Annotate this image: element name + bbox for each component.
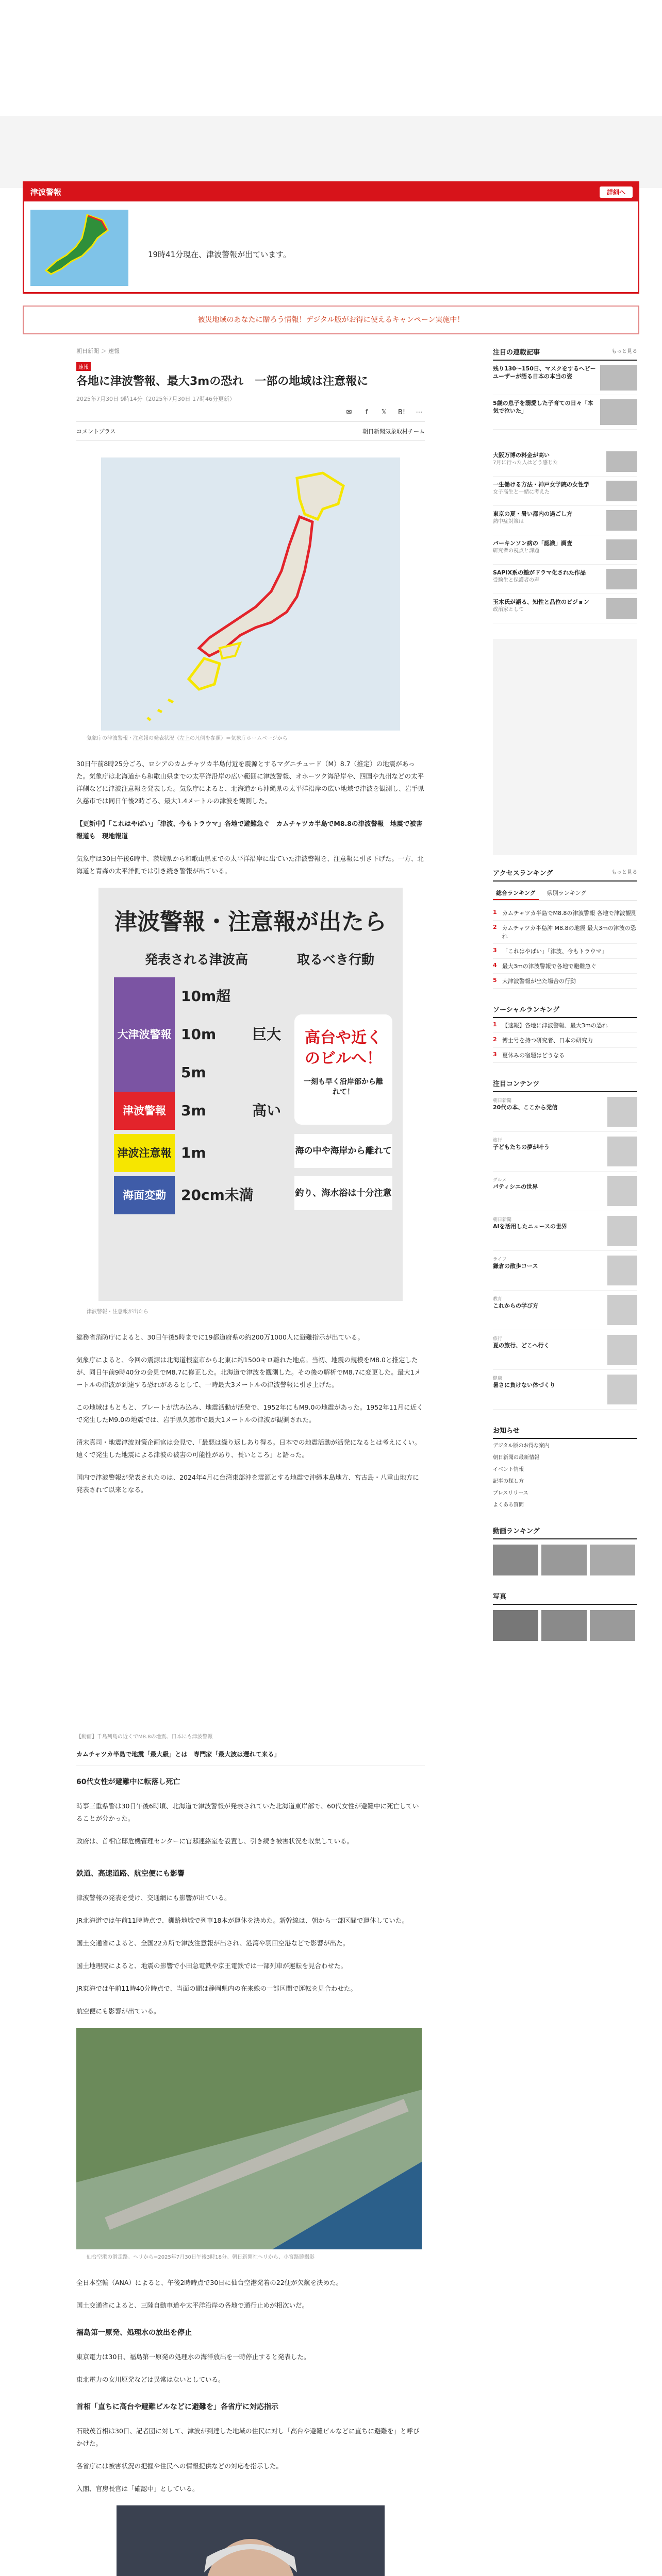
paragraph: 国土地理院によると、地震の影響で小田急電鉄や京王電鉄では一部列車が運転を見合わせた。 (76, 1962, 347, 1970)
news-thumbnail (606, 539, 637, 560)
article-meta: 2025年7月30日 9時14分（2025年7月30日 17時46分更新） (76, 396, 235, 402)
ranking-text: カムチャツカ半島沖 M8.8の地震 最大3mの津波の恐れ (502, 925, 636, 940)
news-sub: 政治家として (493, 607, 524, 613)
news-sub: 女子高生と一緒に考えた (493, 489, 550, 495)
content-thumbnail (607, 1295, 637, 1325)
action-evacuate-box (294, 1014, 392, 1125)
content-title: 鎌倉の散歩コース (493, 1263, 538, 1269)
news-thumbnail (606, 510, 637, 531)
content-item[interactable] (493, 1211, 637, 1251)
paragraph: 時事三重県警は30日午後6時頃、北海道で津波警報が発表されていた北海道東岸部で、60代女性が避難中に死亡していることが分かった。 (76, 1802, 419, 1822)
contents-heading (493, 1078, 637, 1092)
news-item[interactable] (493, 565, 637, 594)
news-title: 大阪万博の料金が高い (493, 452, 550, 459)
news-sub: 受験生と保護者の声 (493, 578, 539, 583)
news-thumbnail (606, 569, 637, 589)
sidebar (493, 347, 637, 1641)
tab-overall[interactable]: 総合ランキング (493, 887, 539, 900)
paragraph: 30日午前8時25分ごろ、ロシアのカムチャツカ半島付近を震源とするマグニチュード（M）8.7（推定）の地震があった。気象庁は北海道から和歌山県までの太平洋沿岸の広い範囲に津波警報、オホーツク海沿岸や、四国や九州などの太平洋側などに津波注意報を発表した。気象庁によると、北海道から沖縄県の太平洋沿岸の広い地域で津波を観測し、岩手県久慈市では同日午後2時ごろ、最大1.4メートルの津波を観測した。 (76, 760, 425, 805)
tsunami-infographic (98, 888, 403, 1301)
prime-minister-photo[interactable] (117, 2505, 385, 2576)
news-title: 玉木氏が語る、知性と品位のビジョン (493, 599, 589, 605)
paragraph: 清末真司・地震津波対策企画官は会見で、「最悪は繰り返しあり得る。日本での地震活動が活発になるとは考えにくい。遠くで発生した地震による津波の被害の可能性があり、長いところ」と語った。 (76, 1438, 421, 1459)
content-item[interactable] (493, 1370, 637, 1410)
featured-item-title: 5歳の息子を溺愛した子育ての日々「本気で泣いた」 (493, 400, 593, 414)
featured-thumbnail (600, 399, 637, 425)
height-10m: 10m (181, 1026, 217, 1043)
campaign-promo-link[interactable]: 被災地域のあなたに贈ろう情報！デジタル版がお得に使えるキャンペーン実施中！ (23, 306, 639, 334)
height-1m: 1m (181, 1144, 206, 1161)
content-item[interactable] (493, 1330, 637, 1370)
row-major-warning: 大津波警報 (114, 977, 175, 1092)
content-thumbnail (607, 1097, 637, 1127)
news-thumbnail (606, 451, 637, 472)
paragraph: 各省庁には被害状況の把握や住民への情報提供などの対応を指示した。 (76, 2462, 283, 2470)
paragraph: 総務省消防庁によると、30日午後5時までに19都道府県の約200万1000人に避難指示が出ている。 (76, 1333, 364, 1341)
content-title: 20代の本、ここから発信 (493, 1104, 558, 1111)
content-thumbnail (607, 1137, 637, 1166)
section-heading: 鉄道、高速道路、航空便にも影響 (76, 1870, 185, 1878)
photo-thumbnail[interactable] (493, 1610, 538, 1641)
related-article-link[interactable]: カムチャツカ半島で地震「最大級」とは 専門家「最大波は遅れて来る」 (76, 1748, 425, 1766)
facebook-icon[interactable]: f (365, 409, 368, 416)
height-10m-plus: 10m超 (181, 988, 231, 1005)
news-title: 一生働ける方法・神戸女学院の女性学 (493, 481, 589, 488)
paragraph: 石破茂首相は30日、記者団に対して、津波が到達した地域の住民に対し「高台や避難ビルなどに直ちに避難を」と呼びかけた。 (76, 2427, 420, 2447)
photo-caption: 仙台空港の滑走路。ヘリから=2025年7月30日午後3時18分、朝日新聞社ヘリから、小宮路勝撮影 (87, 2255, 315, 2260)
content-title: パティシエの世界 (493, 1183, 538, 1190)
ranking-item[interactable]: 5 大津波警報が出た場合の行動 (493, 974, 637, 989)
ranking-text: カムチャツカ半島でM8.8の津波警報 各地で津波観測 (502, 910, 637, 917)
content-cat: ライフ (493, 1257, 507, 1262)
ranking-item[interactable]: 3 「これはやばい」「津波、今もトラウマ」 (493, 944, 637, 959)
desc-high: 高い (252, 1102, 281, 1119)
footer-link[interactable]: よくある質問 (493, 1502, 524, 1508)
content-cat: 朝日新聞 (493, 1098, 512, 1104)
more-link[interactable]: もっと見る (611, 349, 637, 354)
photo-thumbnail[interactable] (590, 1610, 635, 1641)
news-sub: 熱中症対策は (493, 519, 524, 524)
content-thumbnail (607, 1375, 637, 1404)
content-item[interactable] (493, 1172, 637, 1211)
row-warning: 津波警報 (114, 1092, 175, 1130)
social-text: 博士号を持つ研究者、日本の研究力 (502, 1037, 593, 1044)
more-icon[interactable]: ⋯ (416, 409, 423, 416)
video-thumbnail[interactable] (541, 1545, 587, 1575)
paragraph: 政府は、首相官邸危機管理センターに官邸連絡室を設置し、引き続き被害状況を収集している。 (76, 1837, 354, 1845)
social-item[interactable]: 1 【速報】各地に津波警報、最大3mの恐れ (493, 1018, 637, 1033)
content-title: これからの学び方 (493, 1302, 538, 1309)
content-cat: 朝日新聞 (493, 1217, 512, 1223)
ad-banner (0, 116, 662, 188)
news-thumbnail (606, 481, 637, 501)
content-cat: 教育 (493, 1297, 503, 1302)
video-ranking-heading (493, 1526, 637, 1539)
paragraph: 東北電力の女川原発などは異常はないとしている。 (76, 2376, 225, 2383)
photo-carousel (493, 1610, 637, 1641)
news-title: パーキンソン病の「認識」調査 (493, 540, 572, 547)
tab-prefecture[interactable]: 県別ランキング (547, 890, 587, 896)
paragraph: この地域はもともと、プレートが沈み込み、地震活動が活発で、1952年にもM9.0の地震があった。1952年11月に近くで発生したM9.0の地震では、岩手県久慈市で最大1メートルの津波が観測された。 (76, 1403, 423, 1423)
social-text: 【速報】各地に津波警報、最大3mの恐れ (502, 1022, 608, 1029)
links-heading (493, 1425, 637, 1439)
ranking-item[interactable]: 2 カムチャツカ半島沖 M8.8の地震 最大3mの津波の恐れ (493, 921, 637, 944)
section-heading: 首相「直ちに高台や避難ビルなどに避難を」各省庁に対応指示 (76, 2403, 278, 2411)
top-blank (0, 0, 662, 116)
content-item[interactable] (493, 1251, 637, 1291)
video-ranking-title: 動画ランキング (493, 1528, 540, 1535)
paragraph: 津波警報の発表を受け、交通網にも影響が出ている。 (76, 1894, 231, 1902)
tsunami-alert-title: 津波警報 (30, 188, 62, 197)
footer-link[interactable]: 朝日新聞の最新情報 (493, 1455, 539, 1461)
featured-item[interactable] (493, 395, 637, 430)
ranking-item[interactable]: 4 最大3mの津波警報で各地で避難急ぐ (493, 959, 637, 974)
video-embed-area[interactable] (76, 1506, 425, 1733)
content-cat: グルメ (493, 1178, 507, 1183)
ad-area (493, 639, 637, 855)
action-sub: 一刻も早く沿岸部から離れて！ (304, 1078, 383, 1096)
paragraph: JR東海では午前11時40分時点で、当面の間は静岡県内の在来線の一部区間で運転を見合わせた。 (76, 1985, 357, 1992)
ranking-heading (493, 868, 637, 882)
featured-title: 注目の連載記事 (493, 349, 540, 357)
featured-heading (493, 347, 637, 361)
featured-item-title: 残り130～150日、マスクをするヘビーユーザーが語る日本の本当の姿 (493, 365, 596, 380)
paragraph: 国土交通省によると、全国22カ所で津波注意報が出され、港湾や羽田空港などで影響が出た。 (76, 1939, 350, 1947)
breaking-badge: 速報 (76, 362, 91, 371)
desc-huge: 巨大 (252, 1026, 281, 1043)
social-heading (493, 1004, 637, 1018)
ranking-text: 最大3mの津波警報で各地で避難急ぐ (502, 963, 597, 970)
news-item[interactable] (493, 447, 637, 477)
article-main (76, 347, 425, 2576)
paragraph: 航空便にも影響が出ている。 (76, 2007, 160, 2015)
content-title: 夏の旅行、どこへ行く (493, 1342, 550, 1349)
more-link[interactable]: もっと見る (611, 870, 637, 875)
footer-link[interactable]: 記事の探し方 (493, 1479, 524, 1484)
featured-item[interactable] (493, 361, 637, 395)
share-toolbar (76, 407, 425, 418)
action-main: 高台や近くのビルへ！ (305, 1029, 382, 1067)
content-item[interactable] (493, 1092, 637, 1132)
article-title: 各地に津波警報、最大3mの恐れ 一部の地域は注意報に (76, 375, 369, 388)
news-title: 東京の夏・暑い都内の過ごし方 (493, 511, 572, 517)
social-item[interactable]: 3 夏休みの宿題はどうなる (493, 1048, 637, 1063)
japan-tsunami-map (101, 457, 400, 731)
height-5m: 5m (181, 1064, 206, 1081)
ranking-item[interactable]: 1 カムチャツカ半島でM8.8の津波警報 各地で津波観測 (493, 906, 637, 921)
news-item[interactable] (493, 594, 637, 623)
comment-plus-link[interactable]: コメントプラス (76, 428, 116, 435)
row-sea-level-change: 海面変動 (114, 1176, 175, 1214)
content-thumbnail (607, 1216, 637, 1246)
paragraph: 入閣、官房長官は「確認中」としている。 (76, 2485, 199, 2493)
author-name[interactable]: 朝日新聞気象取材チーム (362, 428, 425, 435)
related-link[interactable]: 【更新中】「これはやばい」「津波、今もトラウマ」各地で避難急ぐ カムチャツカ半島でM8.8の津波警報 地震で被害報道も 現地報道 (76, 820, 423, 840)
social-item[interactable]: 2 博士号を持つ研究者、日本の研究力 (493, 1033, 637, 1048)
news-sub: 研究者の視点と課題 (493, 548, 539, 554)
news-title: SAPIX系の塾がドラマ化された作品 (493, 569, 586, 576)
action-sea-change: 釣り、海水浴は十分注意 (294, 1176, 392, 1210)
content-item[interactable] (493, 1291, 637, 1330)
social-text: 夏休みの宿題はどうなる (502, 1052, 565, 1059)
video-thumbnail[interactable] (493, 1545, 538, 1575)
x-icon[interactable]: 𝕏 (381, 409, 387, 416)
content-thumbnail (607, 1176, 637, 1206)
infographic-sub-action: 取るべき行動 (297, 952, 375, 967)
ranking-tabs (493, 887, 637, 901)
photo-title: 写真 (493, 1593, 507, 1601)
news-item[interactable] (493, 506, 637, 535)
content-title: 子どもたちの夢が叶う (493, 1144, 550, 1150)
paragraph: 全日本空輸（ANA）によると、午後2時時点で30日に仙台空港発着の22便が欠航を決めた。 (76, 2279, 343, 2286)
mail-icon[interactable]: ✉ (346, 409, 352, 416)
height-under-20cm: 20cm未満 (181, 1187, 254, 1204)
content-title: AIを活用したニュースの世界 (493, 1223, 568, 1230)
video-carousel (493, 1545, 637, 1575)
social-title: ソーシャルランキング (493, 1006, 560, 1014)
infographic-sub-height: 発表される津波高 (145, 952, 249, 967)
contents-title: 注目コンテンツ (493, 1080, 540, 1088)
content-thumbnail (607, 1335, 637, 1365)
breadcrumb[interactable]: 朝日新聞 ＞ 速報 (76, 348, 120, 354)
infographic-title: 津波警報・注意報が出たら (114, 909, 387, 935)
action-advisory: 海の中や海岸から離れて (294, 1134, 392, 1168)
news-item[interactable] (493, 477, 637, 506)
news-sub: 7月に行った人はどう感じた (493, 460, 558, 466)
ranking-text: 「これはやばい」「津波、今もトラウマ」 (502, 948, 607, 955)
author-line (76, 421, 425, 441)
news-item[interactable] (493, 535, 637, 565)
tsunami-alert-message: 19時41分現在、津波警報が出ています。 (148, 250, 291, 259)
paragraph: 東京電力は30日、福島第一原発の処理水の海洋放出を一時停止すると発表した。 (76, 2353, 310, 2361)
content-cat: 旅行 (493, 1336, 503, 1342)
news-thumbnail (606, 598, 637, 619)
photo-heading (493, 1591, 637, 1605)
map-caption: 気象庁の津波警報・注意報の発表状況（左上の凡例を参照）＝気象庁ホームページから (87, 736, 288, 741)
content-title: 暑さに負けない体づくり (493, 1382, 555, 1388)
ranking-title: アクセスランキング (493, 870, 553, 877)
paragraph: 気象庁によると、今回の震源は北海道根室市から北東に約1500キロ離れた地点。当初、地震の規模をM8.0と推定したが、同日午前9時40分の会見でM8.7に修正した。北海道で津波を観測した。その後の解析でM8.7に変更した。最大1メートルの津波が到達する恐れがあるとして、一時最大3メートルの津波警報に引き上げた。 (76, 1356, 421, 1388)
tsunami-detail-button[interactable]: 詳細へ (600, 187, 633, 198)
content-thumbnail (607, 1256, 637, 1285)
row-advisory: 津波注意報 (114, 1134, 175, 1172)
footer-link[interactable]: イベント情報 (493, 1467, 524, 1472)
ranking-text: 大津波警報が出た場合の行動 (502, 978, 576, 985)
video-caption: 【動画】千島列島の近くでM8.8の地震、日本にも津波警報 (76, 1734, 213, 1740)
tsunami-alert-header (24, 183, 638, 201)
video-thumbnail[interactable] (590, 1545, 635, 1575)
links-title: お知らせ (493, 1427, 520, 1435)
content-item[interactable] (493, 1132, 637, 1172)
section-heading: 60代女性が避難中に転落し死亡 (76, 1778, 180, 1786)
height-3m: 3m (181, 1102, 206, 1119)
content-cat: 旅行 (493, 1138, 503, 1143)
photo-thumbnail[interactable] (541, 1610, 587, 1641)
infographic-caption: 津波警報・注意報が出たら (87, 1309, 148, 1315)
paragraph: 国内で津波警報が発表されたのは、2024年4月に台湾東部沖を震源とする地震で沖縄本島地方、宮古島・八重山地方に発表されて以来となる。 (76, 1473, 419, 1494)
paragraph: 国土交通省によると、三陸自動車道や太平洋沿岸の各地で通行止めが相次いだ。 (76, 2301, 309, 2309)
sendai-airport-photo[interactable] (76, 2028, 422, 2249)
tsunami-alert-box (23, 181, 639, 294)
hatena-icon[interactable]: B! (398, 409, 406, 416)
tsunami-map-thumbnail[interactable] (30, 210, 128, 286)
paragraph: 気象庁は30日午後6時半、茨城県から和歌山県までの太平洋沿岸に出ていた津波警報を、注意報に引き下げた。一方、北海道と青森の太平洋側では引き続き警報が出ている。 (76, 855, 424, 875)
paragraph: JR北海道では午前11時時点で、釧路地域で列車18本が運休を決めた。新幹線は、朝から一部区間で運休していた。 (76, 1917, 408, 1924)
footer-link[interactable]: デジタル版のお得な案内 (493, 1443, 550, 1449)
content-cat: 健康 (493, 1376, 503, 1381)
section-heading: 福島第一原発、処理水の放出を停止 (76, 2329, 192, 2337)
featured-thumbnail (600, 365, 637, 391)
footer-link[interactable]: プレスリリース (493, 1490, 528, 1496)
